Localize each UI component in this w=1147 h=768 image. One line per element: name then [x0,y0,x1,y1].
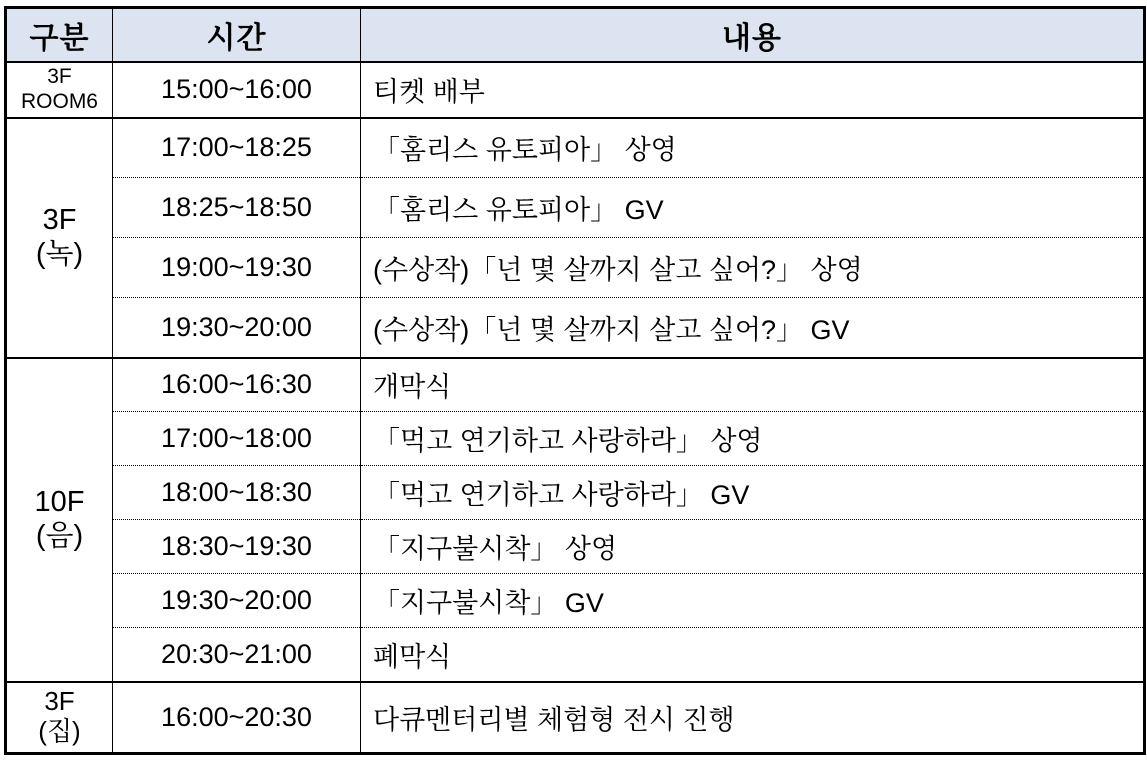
category-line2: (음) [35,519,84,552]
time-cell: 17:00~18:25 [113,118,361,178]
header-category: 구분 [6,8,113,62]
category-cell [6,118,113,358]
table-row [6,178,1145,238]
time-cell: 17:00~18:00 [113,412,361,466]
content-cell: 「지구불시착」 GV [361,574,1145,628]
table-row [6,520,1145,574]
time-cell: 16:00~20:30 [113,682,361,754]
time-cell: 18:25~18:50 [113,178,361,238]
category-line2: ROOM6 [20,89,98,113]
table-row [6,62,1145,118]
table-row [6,682,1145,754]
content-cell: 다큐멘터리별 체험형 전시 진행 [361,682,1145,754]
content-cell: 개막식 [361,358,1145,412]
time-cell: 19:30~20:00 [113,298,361,358]
table-row [6,466,1145,520]
category-line1: 3F [47,65,72,89]
table-body [6,62,1145,754]
content-cell: 「홈리스 유토피아」 상영 [361,118,1145,178]
time-cell: 19:30~20:00 [113,574,361,628]
table-header [6,8,1145,62]
category-line2: (녹) [35,237,84,270]
header-time: 시간 [113,8,361,62]
content-cell: 「먹고 연기하고 사랑하라」 상영 [361,412,1145,466]
table-row [6,238,1145,298]
table-row [6,628,1145,682]
category-line1: 3F [42,204,77,237]
category-cell [6,358,113,682]
table-row [6,412,1145,466]
time-cell: 16:00~16:30 [113,358,361,412]
category-line1: 10F [34,486,85,519]
content-cell: 「먹고 연기하고 사랑하라」 GV [361,466,1145,520]
table-row [6,358,1145,412]
content-cell: 「홈리스 유토피아」 GV [361,178,1145,238]
time-cell: 15:00~16:00 [113,62,361,118]
category-line2: (집) [38,716,81,747]
time-cell: 18:30~19:30 [113,520,361,574]
content-cell: 티켓 배부 [361,62,1145,118]
header-content: 내용 [361,8,1145,62]
content-cell: 폐막식 [361,628,1145,682]
header-row [6,8,1145,62]
time-cell: 19:00~19:30 [113,238,361,298]
content-cell: 「지구불시착」 상영 [361,520,1145,574]
category-cell [6,682,113,754]
category-cell [6,62,113,118]
category-line1: 3F [44,686,75,717]
time-cell: 18:00~18:30 [113,466,361,520]
table-row [6,118,1145,178]
content-cell: (수상작)「넌 몇 살까지 살고 싶어?」 상영 [361,238,1145,298]
time-cell: 20:30~21:00 [113,628,361,682]
schedule-table [4,6,1146,755]
table-row [6,574,1145,628]
table-row [6,298,1145,358]
content-cell: (수상작)「넌 몇 살까지 살고 싶어?」 GV [361,298,1145,358]
